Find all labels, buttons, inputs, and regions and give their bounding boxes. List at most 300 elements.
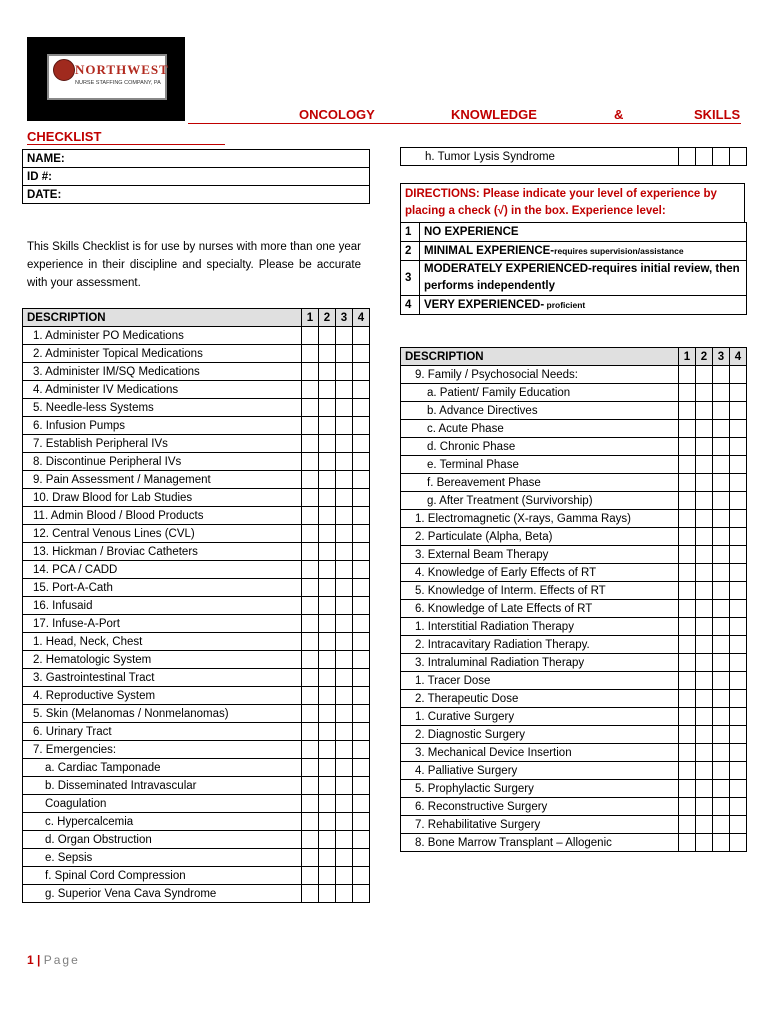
checkbox-4[interactable]	[353, 867, 370, 885]
table-row	[23, 543, 370, 561]
checkbox-2[interactable]	[319, 543, 336, 561]
checkbox-4[interactable]	[353, 435, 370, 453]
checkbox-2[interactable]	[696, 528, 713, 546]
checkbox-4[interactable]	[730, 600, 747, 618]
checkbox-3[interactable]	[713, 438, 730, 456]
checkbox-3[interactable]	[336, 741, 353, 759]
checkbox-4[interactable]	[730, 474, 747, 492]
checkbox-1[interactable]	[302, 363, 319, 381]
checkbox-1[interactable]	[679, 780, 696, 798]
checkbox-2[interactable]	[319, 615, 336, 633]
checkbox-4[interactable]	[353, 471, 370, 489]
checkbox-2[interactable]	[696, 654, 713, 672]
checkbox-4[interactable]	[730, 438, 747, 456]
checkbox-1[interactable]	[302, 615, 319, 633]
checkbox-2[interactable]	[319, 759, 336, 777]
checkbox-1[interactable]	[302, 723, 319, 741]
checkbox-4[interactable]	[730, 510, 747, 528]
row-label: 4. Administer IV Medications	[23, 381, 302, 399]
title-word-knowledge: KNOWLEDGE	[451, 107, 537, 122]
row-label: 1. Tracer Dose	[401, 672, 679, 690]
row-label: 3. Intraluminal Radiation Therapy	[401, 654, 679, 672]
col-1-header: 1	[302, 309, 319, 327]
checkbox-3[interactable]	[713, 654, 730, 672]
checkbox-3[interactable]	[336, 813, 353, 831]
checkbox-1[interactable]	[679, 618, 696, 636]
checkbox-2[interactable]	[319, 777, 336, 795]
checkbox-3[interactable]	[713, 708, 730, 726]
checkbox-4[interactable]	[353, 363, 370, 381]
checkbox-3[interactable]	[713, 690, 730, 708]
checkbox-3[interactable]	[336, 345, 353, 363]
checkbox-4[interactable]	[353, 705, 370, 723]
table-row	[23, 471, 370, 489]
checkbox-3[interactable]	[336, 705, 353, 723]
checkbox-2[interactable]	[696, 780, 713, 798]
checkbox-4[interactable]	[730, 690, 747, 708]
checkbox-3[interactable]	[713, 744, 730, 762]
table-row	[23, 615, 370, 633]
checkbox-1[interactable]	[302, 759, 319, 777]
checkbox-1[interactable]	[679, 438, 696, 456]
table-row	[401, 726, 747, 744]
checkbox-2[interactable]	[319, 381, 336, 399]
checkbox-4[interactable]	[730, 654, 747, 672]
row-label: 5. Needle-less Systems	[23, 399, 302, 417]
table-row	[23, 525, 370, 543]
checkbox-3[interactable]	[336, 471, 353, 489]
checkbox-2[interactable]	[696, 636, 713, 654]
checkbox-4[interactable]	[353, 525, 370, 543]
checkbox-1[interactable]	[679, 492, 696, 510]
checkbox-3[interactable]	[336, 885, 353, 903]
checkbox-2[interactable]	[696, 438, 713, 456]
checkbox-2[interactable]	[319, 597, 336, 615]
checkbox-4[interactable]	[730, 402, 747, 420]
checkbox-3[interactable]	[713, 762, 730, 780]
checkbox-2[interactable]	[319, 687, 336, 705]
checkbox-1[interactable]	[302, 669, 319, 687]
checkbox-1[interactable]	[302, 381, 319, 399]
checkbox-3[interactable]	[713, 672, 730, 690]
checkbox-3[interactable]	[336, 381, 353, 399]
checkbox-1[interactable]	[679, 474, 696, 492]
checkbox-4[interactable]	[353, 651, 370, 669]
checkbox-3[interactable]	[713, 366, 730, 384]
checkbox-2[interactable]	[696, 672, 713, 690]
checkbox-4[interactable]	[353, 759, 370, 777]
checkbox-3[interactable]	[336, 507, 353, 525]
checkbox-4[interactable]	[353, 633, 370, 651]
checkbox-1[interactable]	[679, 654, 696, 672]
row-label: 13. Hickman / Broviac Catheters	[23, 543, 302, 561]
checkbox-2[interactable]	[696, 600, 713, 618]
checkbox-3[interactable]	[713, 492, 730, 510]
name-field[interactable]: NAME:	[23, 150, 370, 168]
checkbox-3[interactable]	[713, 582, 730, 600]
row-label: e. Sepsis	[23, 849, 302, 867]
checkbox-4[interactable]	[353, 723, 370, 741]
checkbox-4[interactable]	[353, 507, 370, 525]
checkbox-1[interactable]	[302, 471, 319, 489]
checkbox-4[interactable]	[730, 834, 747, 852]
checkbox-2[interactable]	[696, 816, 713, 834]
checkbox-4[interactable]	[730, 384, 747, 402]
checkbox-2[interactable]	[696, 492, 713, 510]
checkbox-2[interactable]	[696, 546, 713, 564]
row-label: 17. Infuse-A-Port	[23, 615, 302, 633]
description-header: DESCRIPTION	[23, 309, 302, 327]
checkbox-2[interactable]	[319, 705, 336, 723]
checkbox-1[interactable]	[302, 651, 319, 669]
title-word-oncology: ONCOLOGY	[299, 107, 375, 122]
checkbox-2[interactable]	[319, 579, 336, 597]
row-label: 10. Draw Blood for Lab Studies	[23, 489, 302, 507]
checkbox-1[interactable]	[302, 453, 319, 471]
checkbox-1[interactable]	[302, 417, 319, 435]
table-row	[401, 366, 747, 384]
level-label: VERY EXPERIENCED- proficient	[420, 296, 747, 315]
checkbox-1[interactable]	[302, 687, 319, 705]
checkbox-1[interactable]	[679, 384, 696, 402]
table-row	[401, 564, 747, 582]
checkbox-4[interactable]	[730, 672, 747, 690]
checkbox-4[interactable]	[353, 579, 370, 597]
col-2-header: 2	[696, 348, 713, 366]
checkbox-1[interactable]	[679, 816, 696, 834]
checkbox-4[interactable]	[730, 798, 747, 816]
checkbox-3[interactable]	[336, 417, 353, 435]
checkbox-4[interactable]	[353, 327, 370, 345]
checkbox-1[interactable]	[679, 456, 696, 474]
checkbox-1[interactable]	[302, 525, 319, 543]
checkbox-4[interactable]	[730, 618, 747, 636]
checkbox-4[interactable]	[730, 744, 747, 762]
checkbox-1[interactable]	[302, 777, 319, 795]
checkbox-3[interactable]	[336, 795, 353, 813]
table-row	[23, 669, 370, 687]
logo-subtitle: NURSE STAFFING COMPANY, PA	[75, 80, 161, 86]
checkbox-3[interactable]	[336, 561, 353, 579]
checkbox-3[interactable]	[336, 399, 353, 417]
checkbox-3[interactable]	[336, 615, 353, 633]
checkbox-1[interactable]	[302, 345, 319, 363]
experience-levels-table	[400, 222, 747, 315]
checkbox-3[interactable]	[336, 579, 353, 597]
checkbox-1[interactable]	[302, 435, 319, 453]
checkbox-1[interactable]	[679, 636, 696, 654]
checkbox-2[interactable]	[696, 708, 713, 726]
checkbox-2[interactable]	[696, 148, 713, 166]
checkbox-4[interactable]	[353, 687, 370, 705]
checkbox-4[interactable]	[353, 345, 370, 363]
id-field[interactable]: ID #:	[23, 168, 370, 186]
checkbox-1[interactable]	[302, 813, 319, 831]
checkbox-3[interactable]	[336, 831, 353, 849]
checkbox-4[interactable]	[730, 492, 747, 510]
checkbox-3[interactable]	[713, 780, 730, 798]
checkbox-3[interactable]	[713, 816, 730, 834]
checkbox-3[interactable]	[713, 456, 730, 474]
checkbox-3[interactable]	[713, 510, 730, 528]
checkbox-3[interactable]	[713, 402, 730, 420]
checkbox-1[interactable]	[302, 543, 319, 561]
checkbox-2[interactable]	[319, 327, 336, 345]
checkbox-1[interactable]	[302, 489, 319, 507]
checkbox-4[interactable]	[353, 615, 370, 633]
checkbox-2[interactable]	[319, 831, 336, 849]
checkbox-1[interactable]	[302, 327, 319, 345]
checkbox-3[interactable]	[713, 420, 730, 438]
checkbox-4[interactable]	[730, 762, 747, 780]
checkbox-1[interactable]	[679, 798, 696, 816]
level-note: requires supervision/assistance	[554, 246, 684, 256]
checkbox-1[interactable]	[679, 690, 696, 708]
table-row	[401, 744, 747, 762]
checkbox-4[interactable]	[730, 148, 747, 166]
checkbox-3[interactable]	[336, 687, 353, 705]
checkbox-3[interactable]	[713, 600, 730, 618]
checkbox-3[interactable]	[713, 618, 730, 636]
checkbox-1[interactable]	[679, 744, 696, 762]
row-label: 4. Palliative Surgery	[401, 762, 679, 780]
checkbox-4[interactable]	[353, 813, 370, 831]
checkbox-3[interactable]	[713, 834, 730, 852]
level-note: proficient	[544, 300, 586, 310]
checkbox-4[interactable]	[353, 561, 370, 579]
checkbox-2[interactable]	[319, 453, 336, 471]
checkbox-2[interactable]	[696, 690, 713, 708]
table-row	[401, 636, 747, 654]
checkbox-4[interactable]	[353, 777, 370, 795]
checkbox-3[interactable]	[336, 669, 353, 687]
row-label: f. Spinal Cord Compression	[23, 867, 302, 885]
checkbox-2[interactable]	[319, 525, 336, 543]
checkbox-1[interactable]	[679, 366, 696, 384]
checkbox-2[interactable]	[319, 633, 336, 651]
checkbox-2[interactable]	[696, 420, 713, 438]
checkbox-3[interactable]	[336, 453, 353, 471]
date-field[interactable]: DATE:	[23, 186, 370, 204]
checkbox-1[interactable]	[679, 834, 696, 852]
checkbox-2[interactable]	[319, 399, 336, 417]
checkbox-4[interactable]	[353, 453, 370, 471]
table-row	[23, 795, 370, 813]
checkbox-2[interactable]	[696, 510, 713, 528]
checkbox-1[interactable]	[302, 885, 319, 903]
checkbox-3[interactable]	[336, 633, 353, 651]
row-label: c. Acute Phase	[401, 420, 679, 438]
checkbox-1[interactable]	[679, 762, 696, 780]
level-number: 3	[401, 261, 420, 296]
checkbox-4[interactable]	[353, 885, 370, 903]
checkbox-3[interactable]	[336, 651, 353, 669]
checkbox-1[interactable]	[679, 582, 696, 600]
checkbox-4[interactable]	[353, 831, 370, 849]
table-row	[401, 654, 747, 672]
checkbox-4[interactable]	[730, 420, 747, 438]
row-label: 9. Family / Psychosocial Needs:	[401, 366, 679, 384]
checkbox-1[interactable]	[679, 528, 696, 546]
checkbox-4[interactable]	[730, 528, 747, 546]
checkbox-3[interactable]	[336, 489, 353, 507]
checkbox-1[interactable]	[302, 831, 319, 849]
checkbox-3[interactable]	[713, 384, 730, 402]
checkbox-3[interactable]	[713, 636, 730, 654]
checkbox-1[interactable]	[302, 705, 319, 723]
checkbox-1[interactable]	[679, 402, 696, 420]
checkbox-1[interactable]	[302, 795, 319, 813]
checkbox-3[interactable]	[336, 435, 353, 453]
page-separator: |	[33, 953, 44, 967]
table-row	[23, 633, 370, 651]
checkbox-1[interactable]	[679, 148, 696, 166]
checkbox-1[interactable]	[302, 507, 319, 525]
row-label: e. Terminal Phase	[401, 456, 679, 474]
table-header	[23, 309, 370, 327]
checkbox-3[interactable]	[713, 546, 730, 564]
checkbox-3[interactable]	[713, 798, 730, 816]
checkbox-3[interactable]	[336, 777, 353, 795]
checkbox-2[interactable]	[319, 489, 336, 507]
checkbox-1[interactable]	[679, 600, 696, 618]
checkbox-4[interactable]	[353, 381, 370, 399]
checkbox-4[interactable]	[353, 597, 370, 615]
checkbox-3[interactable]	[713, 148, 730, 166]
checkbox-2[interactable]	[319, 867, 336, 885]
checkbox-4[interactable]	[730, 780, 747, 798]
checkbox-1[interactable]	[302, 633, 319, 651]
checkbox-1[interactable]	[302, 867, 319, 885]
checkbox-4[interactable]	[730, 564, 747, 582]
checkbox-2[interactable]	[696, 798, 713, 816]
checkbox-2[interactable]	[319, 741, 336, 759]
company-logo	[27, 37, 185, 121]
checkbox-2[interactable]	[319, 435, 336, 453]
checkbox-4[interactable]	[730, 456, 747, 474]
checkbox-1[interactable]	[679, 420, 696, 438]
checkbox-3[interactable]	[713, 564, 730, 582]
checkbox-2[interactable]	[319, 345, 336, 363]
checkbox-1[interactable]	[679, 564, 696, 582]
checkbox-4[interactable]	[730, 708, 747, 726]
tumor-lysis-table	[400, 147, 747, 166]
checkbox-3[interactable]	[336, 723, 353, 741]
checkbox-4[interactable]	[730, 636, 747, 654]
checkbox-2[interactable]	[696, 564, 713, 582]
checkbox-4[interactable]	[353, 741, 370, 759]
row-label: 6. Urinary Tract	[23, 723, 302, 741]
checkbox-3[interactable]	[336, 327, 353, 345]
checkbox-2[interactable]	[696, 456, 713, 474]
checkbox-3[interactable]	[336, 525, 353, 543]
checkbox-1[interactable]	[679, 546, 696, 564]
checkbox-4[interactable]	[353, 543, 370, 561]
checkbox-2[interactable]	[319, 669, 336, 687]
table-row	[401, 816, 747, 834]
checkbox-1[interactable]	[302, 399, 319, 417]
checkbox-2[interactable]	[696, 402, 713, 420]
checkbox-2[interactable]	[319, 651, 336, 669]
logo-name: NORTHWEST	[75, 62, 169, 77]
checkbox-4[interactable]	[730, 366, 747, 384]
checkbox-2[interactable]	[696, 726, 713, 744]
checkbox-2[interactable]	[696, 366, 713, 384]
checkbox-4[interactable]	[353, 489, 370, 507]
checkbox-2[interactable]	[319, 849, 336, 867]
row-label: 2. Hematologic System	[23, 651, 302, 669]
row-label: 14. PCA / CADD	[23, 561, 302, 579]
checkbox-1[interactable]	[679, 672, 696, 690]
checkbox-2[interactable]	[696, 384, 713, 402]
checkbox-4[interactable]	[353, 417, 370, 435]
checkbox-1[interactable]	[302, 849, 319, 867]
checkbox-2[interactable]	[319, 813, 336, 831]
checkbox-1[interactable]	[679, 726, 696, 744]
checkbox-3[interactable]	[713, 726, 730, 744]
checkbox-2[interactable]	[696, 618, 713, 636]
checkbox-4[interactable]	[730, 726, 747, 744]
checkbox-2[interactable]	[696, 762, 713, 780]
checkbox-4[interactable]	[353, 669, 370, 687]
checkbox-3[interactable]	[336, 849, 353, 867]
checkbox-4[interactable]	[730, 546, 747, 564]
checkbox-2[interactable]	[319, 885, 336, 903]
checkbox-2[interactable]	[319, 363, 336, 381]
checkbox-4[interactable]	[730, 816, 747, 834]
checkbox-2[interactable]	[696, 582, 713, 600]
table-row	[401, 438, 747, 456]
row-label: 1. Interstitial Radiation Therapy	[401, 618, 679, 636]
checkbox-3[interactable]	[336, 543, 353, 561]
checkbox-1[interactable]	[679, 510, 696, 528]
checkbox-3[interactable]	[713, 474, 730, 492]
checkbox-2[interactable]	[696, 834, 713, 852]
checkbox-4[interactable]	[353, 795, 370, 813]
table-row	[401, 474, 747, 492]
checkbox-1[interactable]	[679, 708, 696, 726]
table-row	[401, 420, 747, 438]
checkbox-2[interactable]	[696, 474, 713, 492]
checkbox-3[interactable]	[336, 759, 353, 777]
table-row	[23, 363, 370, 381]
col-4-header: 4	[730, 348, 747, 366]
table-row	[401, 762, 747, 780]
checkbox-4[interactable]	[730, 582, 747, 600]
checkbox-2[interactable]	[319, 471, 336, 489]
table-row	[23, 381, 370, 399]
checkbox-2[interactable]	[319, 723, 336, 741]
checkbox-2[interactable]	[319, 507, 336, 525]
row-label: b. Disseminated Intravascular	[23, 777, 302, 795]
checkbox-4[interactable]	[353, 849, 370, 867]
checkbox-1[interactable]	[302, 579, 319, 597]
checkbox-3[interactable]	[713, 528, 730, 546]
checkbox-1[interactable]	[302, 561, 319, 579]
checkbox-4[interactable]	[353, 399, 370, 417]
checkbox-1[interactable]	[302, 597, 319, 615]
checkbox-2[interactable]	[319, 795, 336, 813]
row-label: g. Superior Vena Cava Syndrome	[23, 885, 302, 903]
checkbox-2[interactable]	[319, 561, 336, 579]
checkbox-2[interactable]	[319, 417, 336, 435]
col-4-header: 4	[353, 309, 370, 327]
checkbox-1[interactable]	[302, 741, 319, 759]
checkbox-3[interactable]	[336, 363, 353, 381]
checkbox-3[interactable]	[336, 597, 353, 615]
checkbox-2[interactable]	[696, 744, 713, 762]
checkbox-3[interactable]	[336, 867, 353, 885]
